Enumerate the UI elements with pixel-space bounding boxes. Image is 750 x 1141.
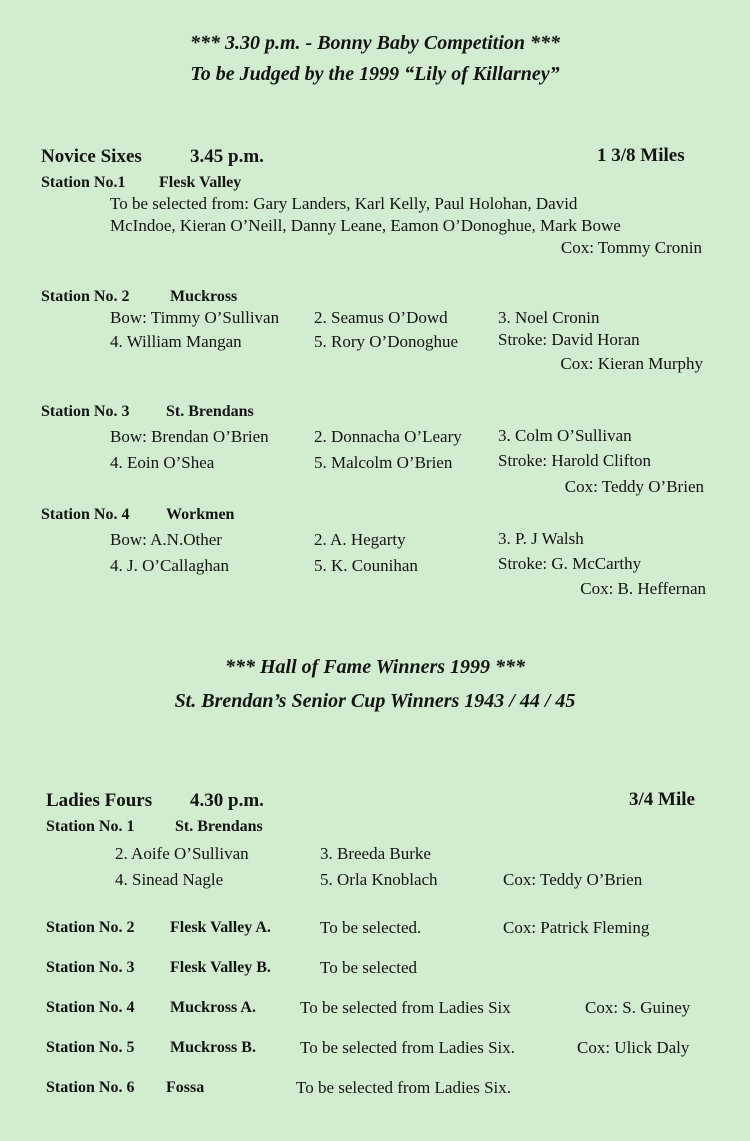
station-label: Station No. 3 [41,403,130,420]
rower: 4. Eoin O’Shea [110,453,215,472]
station-label: Station No.1 [41,174,126,191]
selection-note: To be selected from Ladies Six. [300,1038,516,1057]
rower: 4. Sinead Nagle [115,870,224,889]
selection-note: To be selected from Ladies Six. [296,1078,512,1097]
rower: 3. Colm O’Sullivan [498,426,632,445]
cox-name: Cox: Teddy O’Brien [564,477,704,496]
station-club: Workmen [166,506,235,523]
station-label: Station No. 5 [46,1039,135,1056]
bonny-baby-heading: *** 3.30 p.m. - Bonny Baby Competition *** [189,32,561,54]
cox-name: Cox: Patrick Fleming [503,918,650,937]
rower: 5. K. Counihan [314,556,418,575]
station-club: St. Brendans [166,403,254,420]
station-club: Flesk Valley B. [170,959,271,976]
cox-name: Cox: Kieran Murphy [560,354,703,373]
station-label: Station No. 4 [46,999,135,1016]
rower: 5. Malcolm O’Brien [314,453,453,472]
rower: 3. P. J Walsh [498,529,584,548]
station-label: Station No. 4 [41,506,130,523]
ladies-fours-distance: 3/4 Mile [629,789,695,810]
station-club: Muckross [170,288,238,305]
rower-bow: Bow: Brendan O’Brien [110,427,269,446]
cox-name: Cox: Tommy Cronin [560,238,702,257]
rower-stroke: Stroke: G. McCarthy [498,554,642,573]
station-club: St. Brendans [175,818,263,835]
rower: 3. Breeda Burke [320,844,431,863]
selection-note: To be selected [320,958,417,977]
station-label: Station No. 1 [46,818,135,835]
station-club: Flesk Valley A. [170,919,271,936]
rower: 2. Aoife O’Sullivan [115,844,249,863]
rower: 2. A. Hegarty [314,530,406,549]
station-label: Station No. 2 [41,288,130,305]
rower: 4. J. O’Callaghan [110,556,229,575]
cox-name: Cox: S. Guiney [585,998,691,1017]
senior-cup-subheading: St. Brendan’s Senior Cup Winners 1943 / 44 / 45 [174,690,576,712]
rower-stroke: Stroke: David Horan [498,330,640,349]
selection-note: To be selected. [320,918,422,937]
rower-stroke: Stroke: Harold Clifton [498,451,651,470]
station-label: Station No. 2 [46,919,135,936]
cox-name: Cox: B. Heffernan [580,579,706,598]
station-club: Muckross A. [170,999,256,1016]
selection-list: McIndoe, Kieran O’Neill, Danny Leane, Eamon O’Donoghue, Mark Bowe [110,216,621,235]
station-label: Station No. 3 [46,959,135,976]
cox-name: Cox: Teddy O’Brien [503,870,643,889]
judge-subheading: To be Judged by the 1999 “Lily of Killarney” [190,63,560,85]
rower: 5. Orla Knoblach [320,870,438,889]
hall-of-fame-heading: *** Hall of Fame Winners 1999 *** [224,656,526,678]
novice-sixes-title: Novice Sixes [41,146,142,167]
cox-name: Cox: Ulick Daly [577,1038,690,1057]
station-club: Fossa [166,1079,205,1096]
rower: 2. Seamus O’Dowd [314,308,448,327]
rower: 4. William Mangan [110,332,242,351]
station-club: Flesk Valley [159,174,242,191]
rower-bow: Bow: Timmy O’Sullivan [110,308,280,327]
rower: 3. Noel Cronin [498,308,600,327]
rower: 5. Rory O’Donoghue [314,332,459,351]
novice-sixes-distance: 1 3/8 Miles [597,145,685,166]
selection-list: To be selected from: Gary Landers, Karl Kelly, Paul Holohan, David [110,194,578,213]
selection-note: To be selected from Ladies Six [300,998,511,1017]
rower: 2. Donnacha O’Leary [314,427,462,446]
station-club: Muckross B. [170,1039,256,1056]
ladies-fours-time: 4.30 p.m. [190,790,264,811]
novice-sixes-time: 3.45 p.m. [190,146,264,167]
ladies-fours-title: Ladies Fours [46,790,153,811]
station-label: Station No. 6 [46,1079,135,1096]
rower-bow: Bow: A.N.Other [110,530,222,549]
